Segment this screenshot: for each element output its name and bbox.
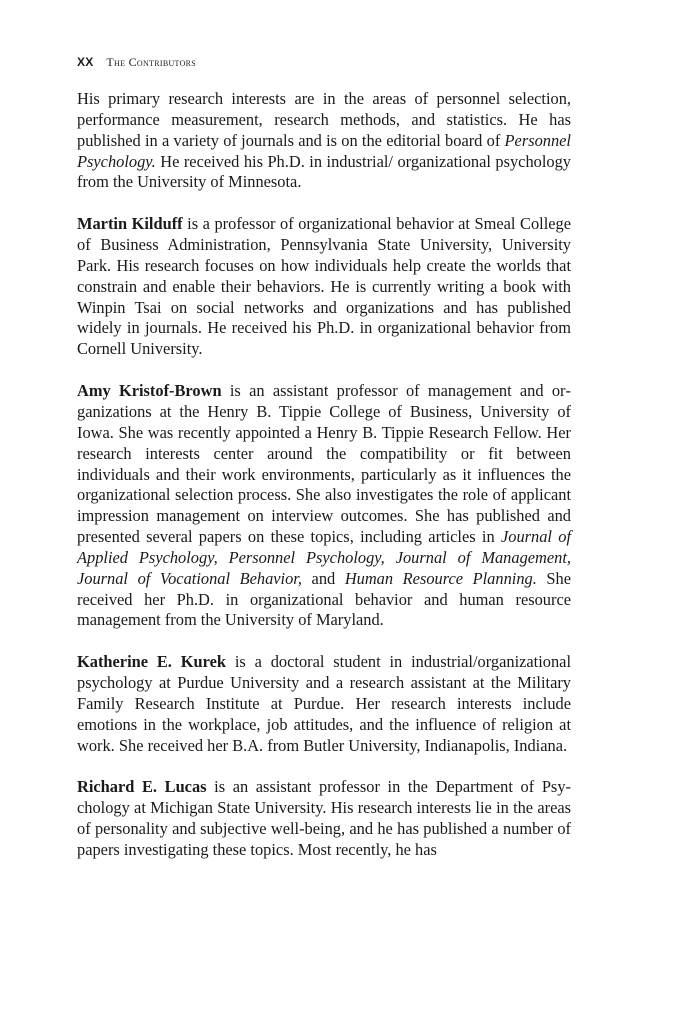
entry-text: is a doctoral student in industrial/organizational psychology at Purdue University and a research assistant at the Military Family Research Institute at Purdue. Her research interests include emotions in the workplace, job attitudes, and the influence of religion at work. She received her B.A. from Butler University, Indianapolis, Indiana.: [77, 652, 571, 755]
entry-text: He received his Ph.D. in industrial/ organizational psychology from the University of Minnesota.: [77, 151, 571, 192]
journal-titles: Journal of Applied Psychology, Personnel Psychology, Journal of Management, Journal of Vocational Behavior,: [77, 527, 572, 588]
contributor-entry-continued: [77, 89, 571, 193]
entry-text: His primary research interests are in the areas of personnel selection, performance measurement, research methods, and statistics. He has published in a variety of journals and is on the editorial board of: [77, 89, 571, 150]
contributor-name: Martin Kilduff: [77, 214, 183, 234]
contributor-entry: [77, 214, 571, 360]
running-head: [77, 55, 571, 69]
entry-text: is an assistant professor of management and organizations at the Henry B. Tippie College of Business, University of Iowa. She was recently appointed a Henry B. Tippie Research Fellow. Her research interests center around the compatibility or fit between individuals and their work environments, particularly as it influences the organizational selection process. She also investigates the role of applicant impression management on interview outcomes. She has published and presented several papers on these topics, including articles in: [77, 381, 571, 547]
entry-text: is an assistant professor in the Department of Psychology at Michigan State University. His research interests lie in the areas of personality and subjective well-being, and he has published a number of papers investigating these topics. Most recently, he has: [77, 777, 571, 859]
contributor-name: Amy Kristof-Brown: [77, 381, 222, 401]
entry-text: and: [301, 568, 345, 588]
entry-text: She received her Ph.D. in organizational behavior and human resource management from the University of Maryland.: [77, 568, 572, 630]
contributor-entry: [77, 777, 571, 860]
contributor-name: Richard E. Lucas: [77, 777, 207, 797]
entry-text: is a professor of organizational behavior at Smeal College of Business Administration, Pennsylvania State University, University Park. His research focuses on how individuals help create the worlds that constrain and enable their behaviors. He is currently writing a book with Winpin Tsai on social networks and organizations and has published widely in journals. He received his Ph.D. in organizational behavior from Cornell University.: [77, 214, 571, 359]
page-number: XX: [77, 55, 94, 69]
journal-title: Personnel Psychology.: [77, 130, 571, 171]
contributor-entry: [77, 381, 571, 631]
contributor-name: Katherine E. Kurek: [77, 652, 226, 672]
contributor-entry: [77, 652, 571, 756]
page: [77, 55, 571, 882]
journal-title: Human Resource Planning.: [344, 568, 537, 588]
running-head-title: The Contributors: [106, 55, 197, 69]
